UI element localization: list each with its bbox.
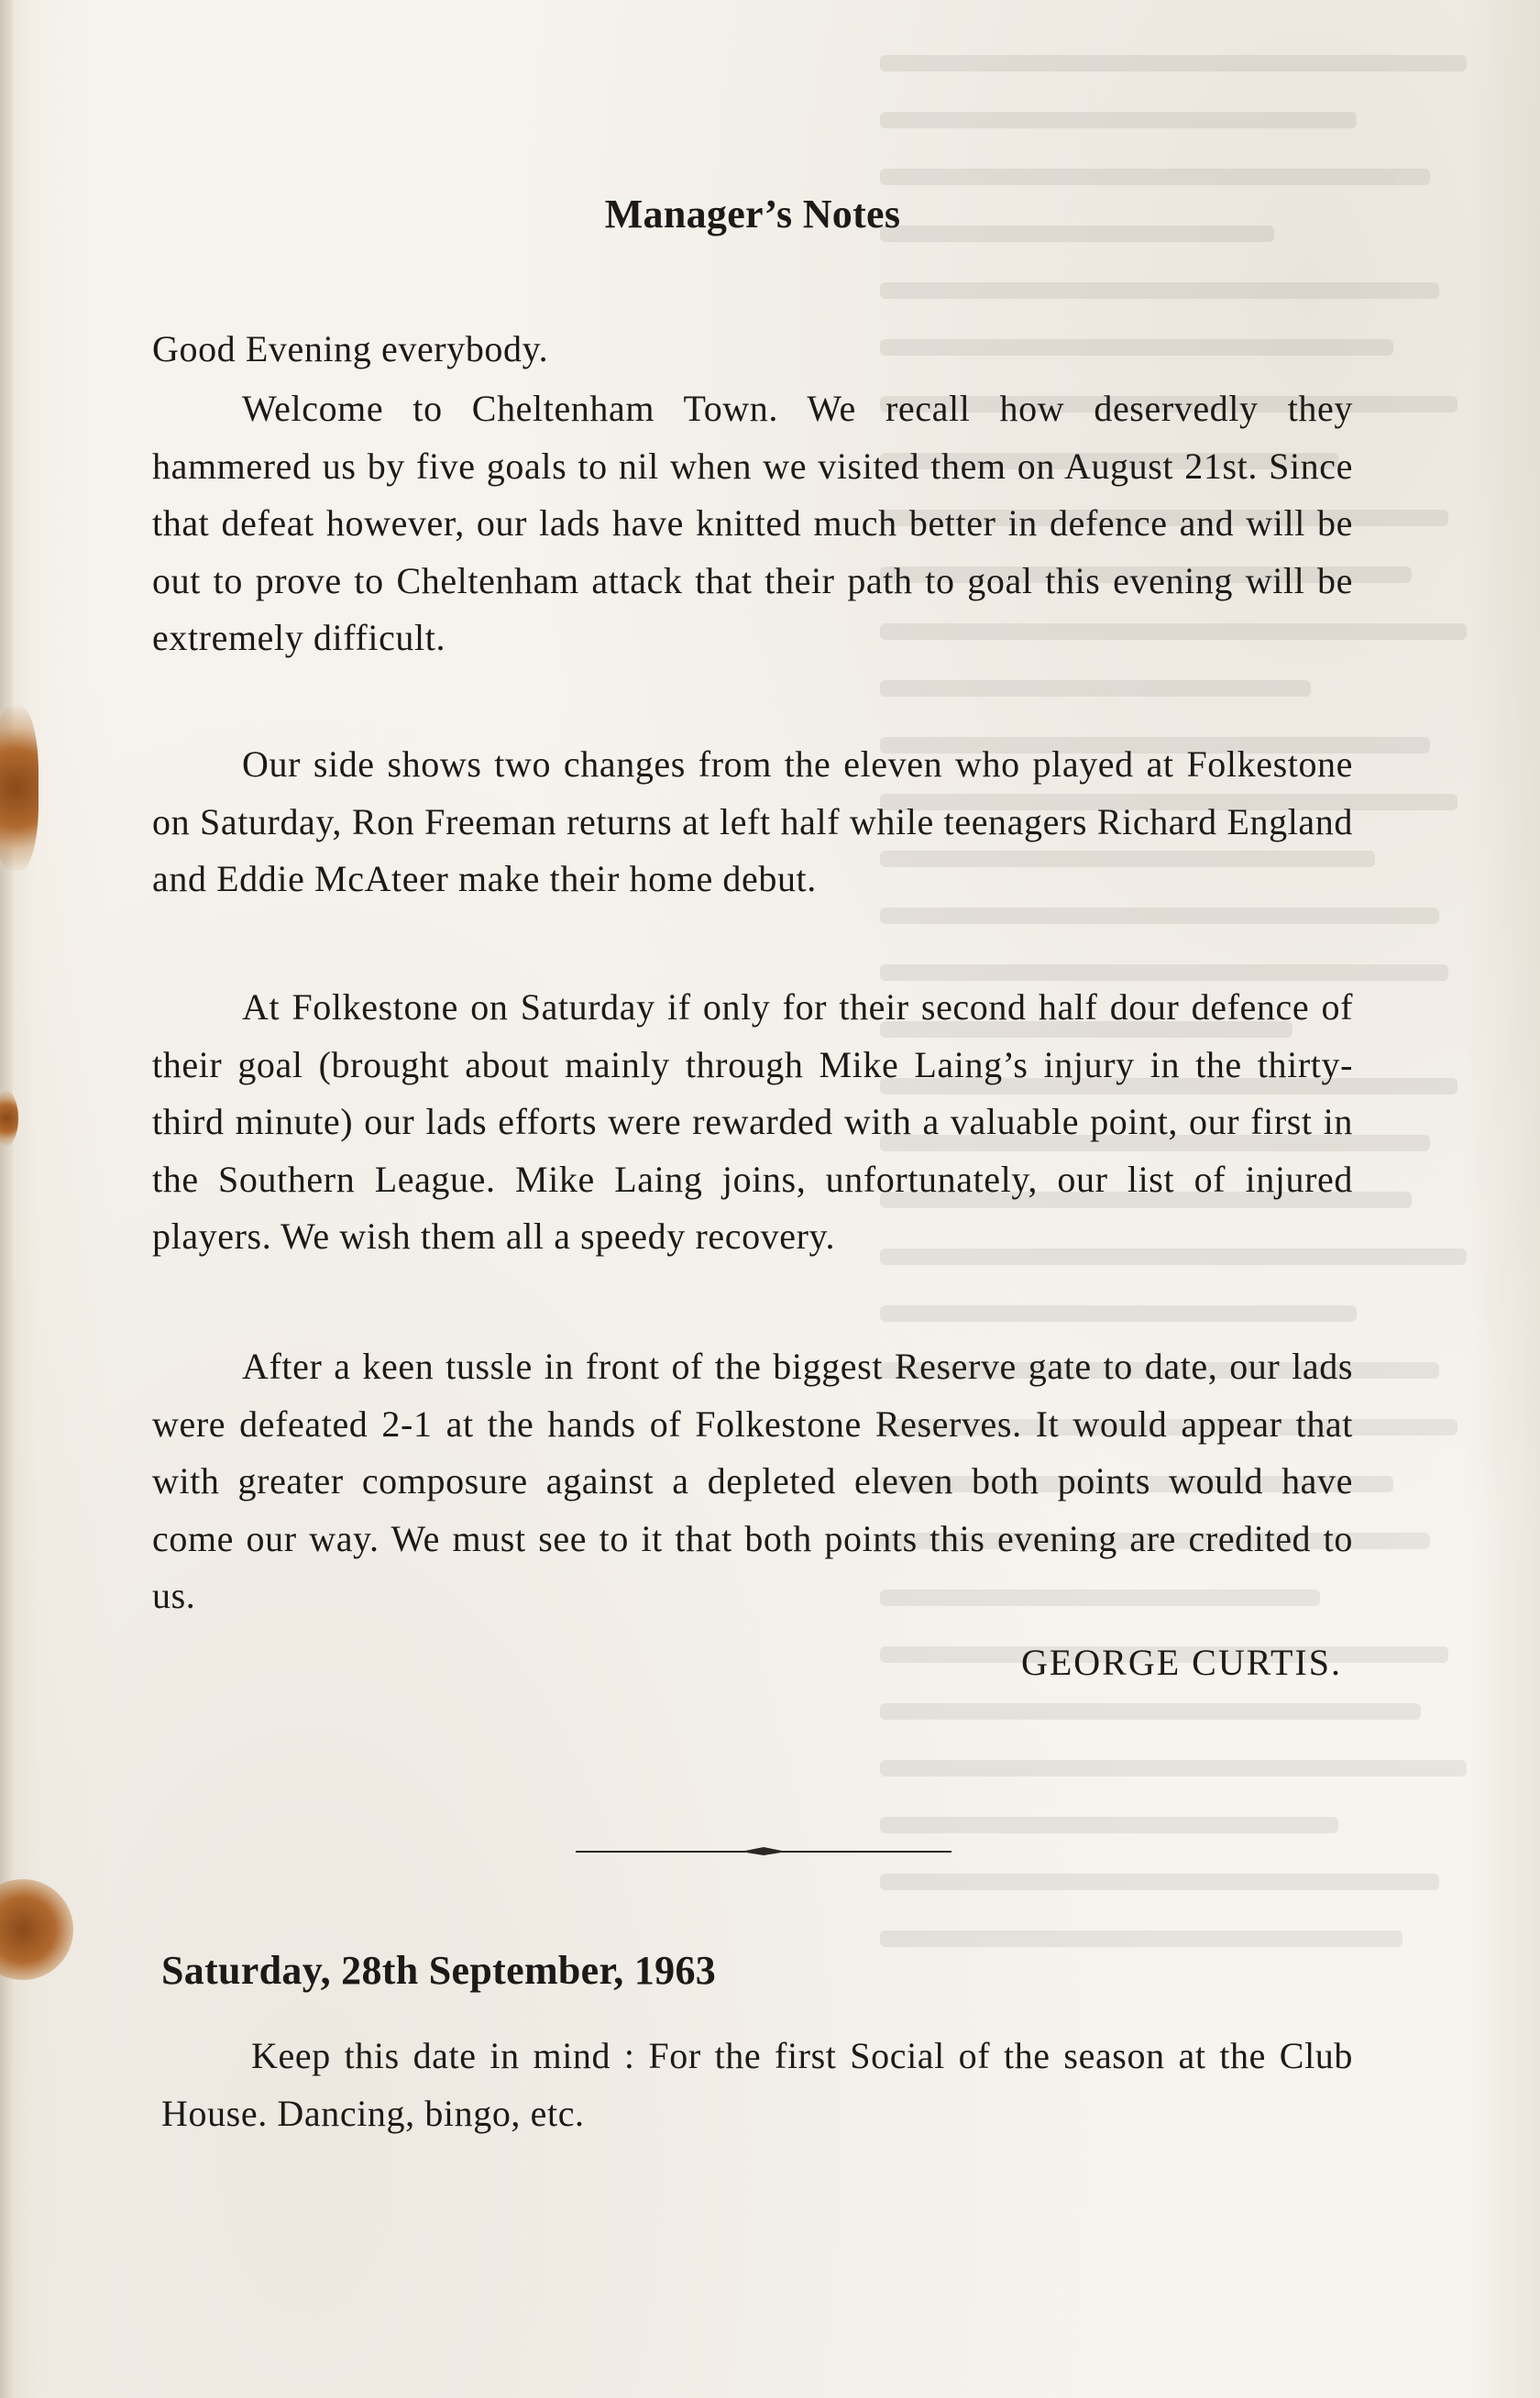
event-notice: Keep this date in mind : For the first Social of the season at the Club House. Dancing, bingo, etc. bbox=[161, 2035, 1353, 2134]
paragraph: Our side shows two changes from the eleven who played at Folkestone on Saturday, Ron Freeman returns at left half while teenagers Richard England and Eddie McAteer make their home debut. bbox=[152, 743, 1353, 899]
greeting: Good Evening everybody. bbox=[152, 328, 549, 369]
paragraph: At Folkestone on Saturday if only for their second half dour defence of their goal (brought about mainly through Mike Laing’s injury in the thirty-third minute) our lads efforts were rewarded with a valuable point, our first in the Southern League. Mike Laing joins, unfortunately, our list of injured players. We wish them all a speedy recovery. bbox=[152, 986, 1353, 1257]
page-title: Manager’s Notes bbox=[604, 192, 901, 236]
binding-edge bbox=[0, 0, 13, 2398]
staple-rust-stain bbox=[0, 1091, 18, 1146]
signature: GEORGE CURTIS. bbox=[1020, 1642, 1342, 1683]
event-date-heading: Saturday, 28th September, 1963 bbox=[161, 1948, 717, 1993]
staple-rust-stain bbox=[0, 706, 38, 871]
paragraph: After a keen tussle in front of the biggest Reserve gate to date, our lads were defeated 2-1 at the hands of Folkestone Reserves. It would appear that with greater composure against a depleted eleven both points would have come our way. We must see to it that both points this evening are credited to us. bbox=[152, 1346, 1353, 1616]
staple-rust-stain bbox=[0, 1879, 73, 1980]
paragraph: Welcome to Cheltenham Town. We recall how deservedly they hammered us by five goals to nil when we visited them on August 21st. Since that defeat however, our lads have knitted much better in defence and will be out to prove to Cheltenham attack that their path to goal this evening will be extremely difficult. bbox=[152, 388, 1353, 658]
divider-ornament bbox=[576, 1842, 952, 1861]
